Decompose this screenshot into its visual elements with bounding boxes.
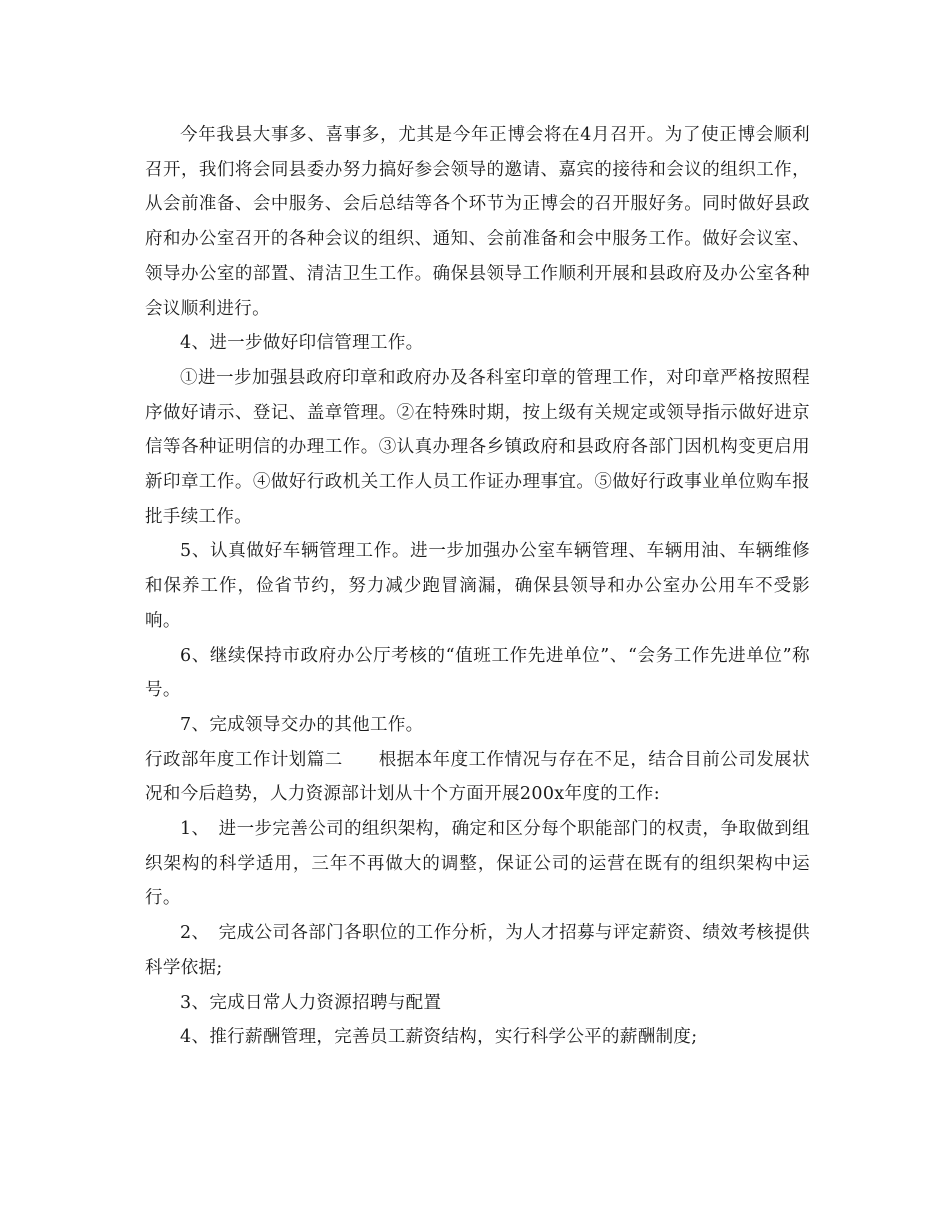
paragraph-other-tasks: 7、完成领导交办的其他工作。 [180, 714, 424, 735]
paragraph-recruitment: 3、完成日常人力资源招聘与配置 [180, 992, 442, 1013]
paragraph-heading-seal-management: 4、进一步做好印信管理工作。 [180, 333, 424, 354]
paragraph-plan-part-two-intro: 行政部年度工作计划篇二 根据本年度工作情况与存在不足，结合目前公司发展状况和今后趋势，人力资源部计划从十个方面开展200x年度的工作: [145, 749, 810, 805]
document-body [145, 118, 810, 1055]
paragraph-compensation: 4、推行薪酬管理，完善员工薪资结构，实行科学公平的薪酬制度; [180, 1027, 698, 1048]
paragraph-job-analysis: 2、 完成公司各部门各职位的工作分析，为人才招募与评定薪资、绩效考核提供科学依据; [145, 923, 810, 978]
paragraph-seal-details: ①进一步加强县政府印章和政府办及各科室印章的管理工作，对印章严格按照程序做好请示、登记、盖章管理。②在特殊时期，按上级有关规定或领导指示做好进京信等各种证明信的办理工作。③认真办理各乡镇政府和县政府各部门因机构变更启用新印章工作。④做好行政机关工作人员工作证办理事宜。⑤做好行政事业单位购车报批手续工作。 [145, 367, 810, 527]
paragraph-vehicle-management: 5、认真做好车辆管理工作。进一步加强办公室车辆管理、车辆用油、车辆维修和保养工作，俭省节约，努力减少跑冒滴漏，确保县领导和办公室办公用车不受影响。 [145, 541, 810, 631]
paragraph-org-structure: 1、 进一步完善公司的组织架构，确定和区分每个职能部门的权责，争取做到组织架构的科学适用，三年不再做大的调整，保证公司的运营在既有的组织架构中运行。 [145, 819, 810, 909]
paragraph-expo-meetings: 今年我县大事多、喜事多，尤其是今年正博会将在4月召开。为了使正博会顺利召开，我们将会同县委办努力搞好参会领导的邀请、嘉宾的接待和会议的组织工作，从会前准备、会中服务、会后总结等各个环节为正博会的召开服好务。同时做好县政府和办公室召开的各种会议的组织、通知、会前准备和会中服务工作。做好会议室、领导办公室的部置、清洁卫生工作。确保县领导工作顺利开展和县政府及办公室各种会议顺利进行。 [145, 125, 810, 319]
paragraph-honor-titles: 6、继续保持市政府办公厅考核的“值班工作先进单位”、“会务工作先进单位”称号。 [145, 645, 810, 701]
